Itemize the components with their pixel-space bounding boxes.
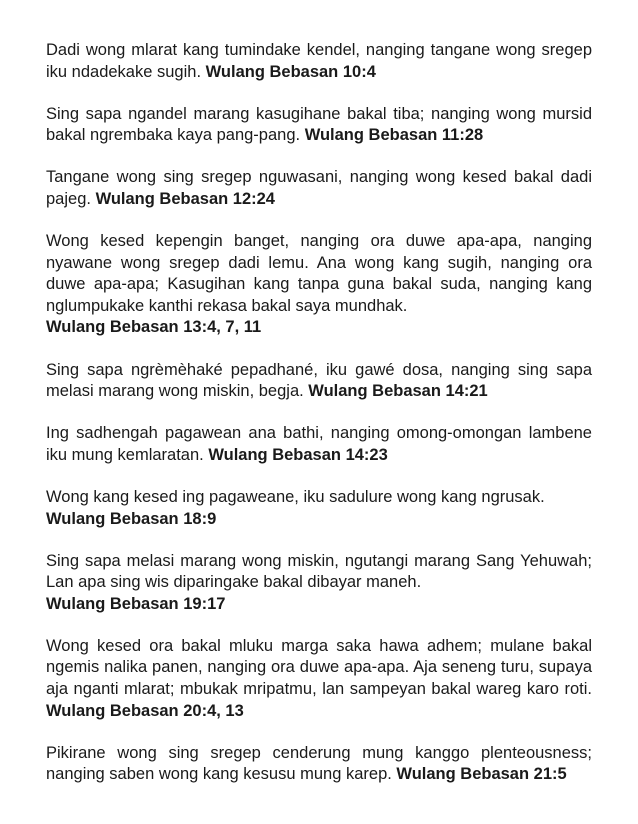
verse-text: Sing sapa melasi marang wong miskin, ngutangi marang Sang Yehuwah; Lan apa sing wis diparingake bakal dibayar maneh.	[46, 551, 592, 592]
verse-text: Wong kang kesed ing pagaweane, iku sadulure wong kang ngrusak.	[46, 487, 545, 506]
verse-reference: Wulang Bebasan 18:9	[46, 509, 217, 528]
verse-text: Dadi wong mlarat kang tumindake kendel, nanging tangane wong sregep iku ndadekake sugih.	[46, 41, 592, 81]
verse-reference: Wulang Bebasan 12:24	[95, 189, 275, 208]
verse-paragraph	[46, 167, 592, 210]
verse-text: Wong kesed ora bakal mluku marga saka hawa adhem; mulane bakal ngemis nalika panen, nanging ora duwe apa-apa. Aja seneng turu, supaya aja nganti mlarat; mbukak mripatmu, lan sampeyan bakal wareg karo roti.	[46, 636, 592, 699]
verse-text: Tangane wong sing sregep nguwasani, nanging wong kesed bakal dadi pajeg.	[46, 168, 592, 208]
verse-text: Sing sapa ngrèmèhaké pepadhané, iku gawé dosa, nanging sing sapa melasi marang wong miskin, begja.	[46, 360, 592, 401]
verse-reference: Wulang Bebasan 21:5	[396, 765, 567, 784]
verse-paragraph	[46, 231, 592, 339]
verse-reference: Wulang Bebasan 19:17	[46, 594, 226, 613]
verse-reference: Wulang Bebasan 20:4, 13	[46, 701, 244, 720]
verse-reference: Wulang Bebasan 14:21	[308, 382, 488, 401]
verse-paragraph	[46, 743, 592, 786]
verse-reference: Wulang Bebasan 11:28	[304, 126, 484, 145]
verse-paragraph	[46, 104, 592, 147]
verse-text: Ing sadhengah pagawean ana bathi, nanging omong-omongan lambene iku mung kemlaratan.	[46, 424, 592, 464]
verse-paragraph	[46, 636, 592, 722]
verse-reference: Wulang Bebasan 10:4	[205, 62, 376, 81]
verse-text: Sing sapa ngandel marang kasugihane bakal tiba; nanging wong mursid bakal ngrembaka kaya pang-pang.	[46, 104, 592, 145]
verse-paragraph	[46, 423, 592, 466]
verse-paragraph	[46, 40, 592, 83]
verse-reference: Wulang Bebasan 14:23	[208, 445, 388, 464]
verse-paragraph	[46, 551, 592, 616]
verse-text: Wong kesed kepengin banget, nanging ora duwe apa-apa, nanging nyawane wong sregep dadi lemu. Ana wong kang sugih, nanging ora duwe apa-apa; Kasugihan kang tanpa guna bakal suda, nanging kang nglumpukake kanthi rekasa bakal saya mundhak.	[46, 232, 592, 315]
verse-text: Pikirane wong sing sregep cenderung mung kanggo plenteousness; nanging saben wong kang kesusu mung karep.	[46, 743, 592, 784]
verse-reference: Wulang Bebasan 13:4, 7, 11	[46, 318, 262, 337]
verse-paragraph	[46, 360, 592, 403]
verse-paragraph	[46, 487, 592, 530]
